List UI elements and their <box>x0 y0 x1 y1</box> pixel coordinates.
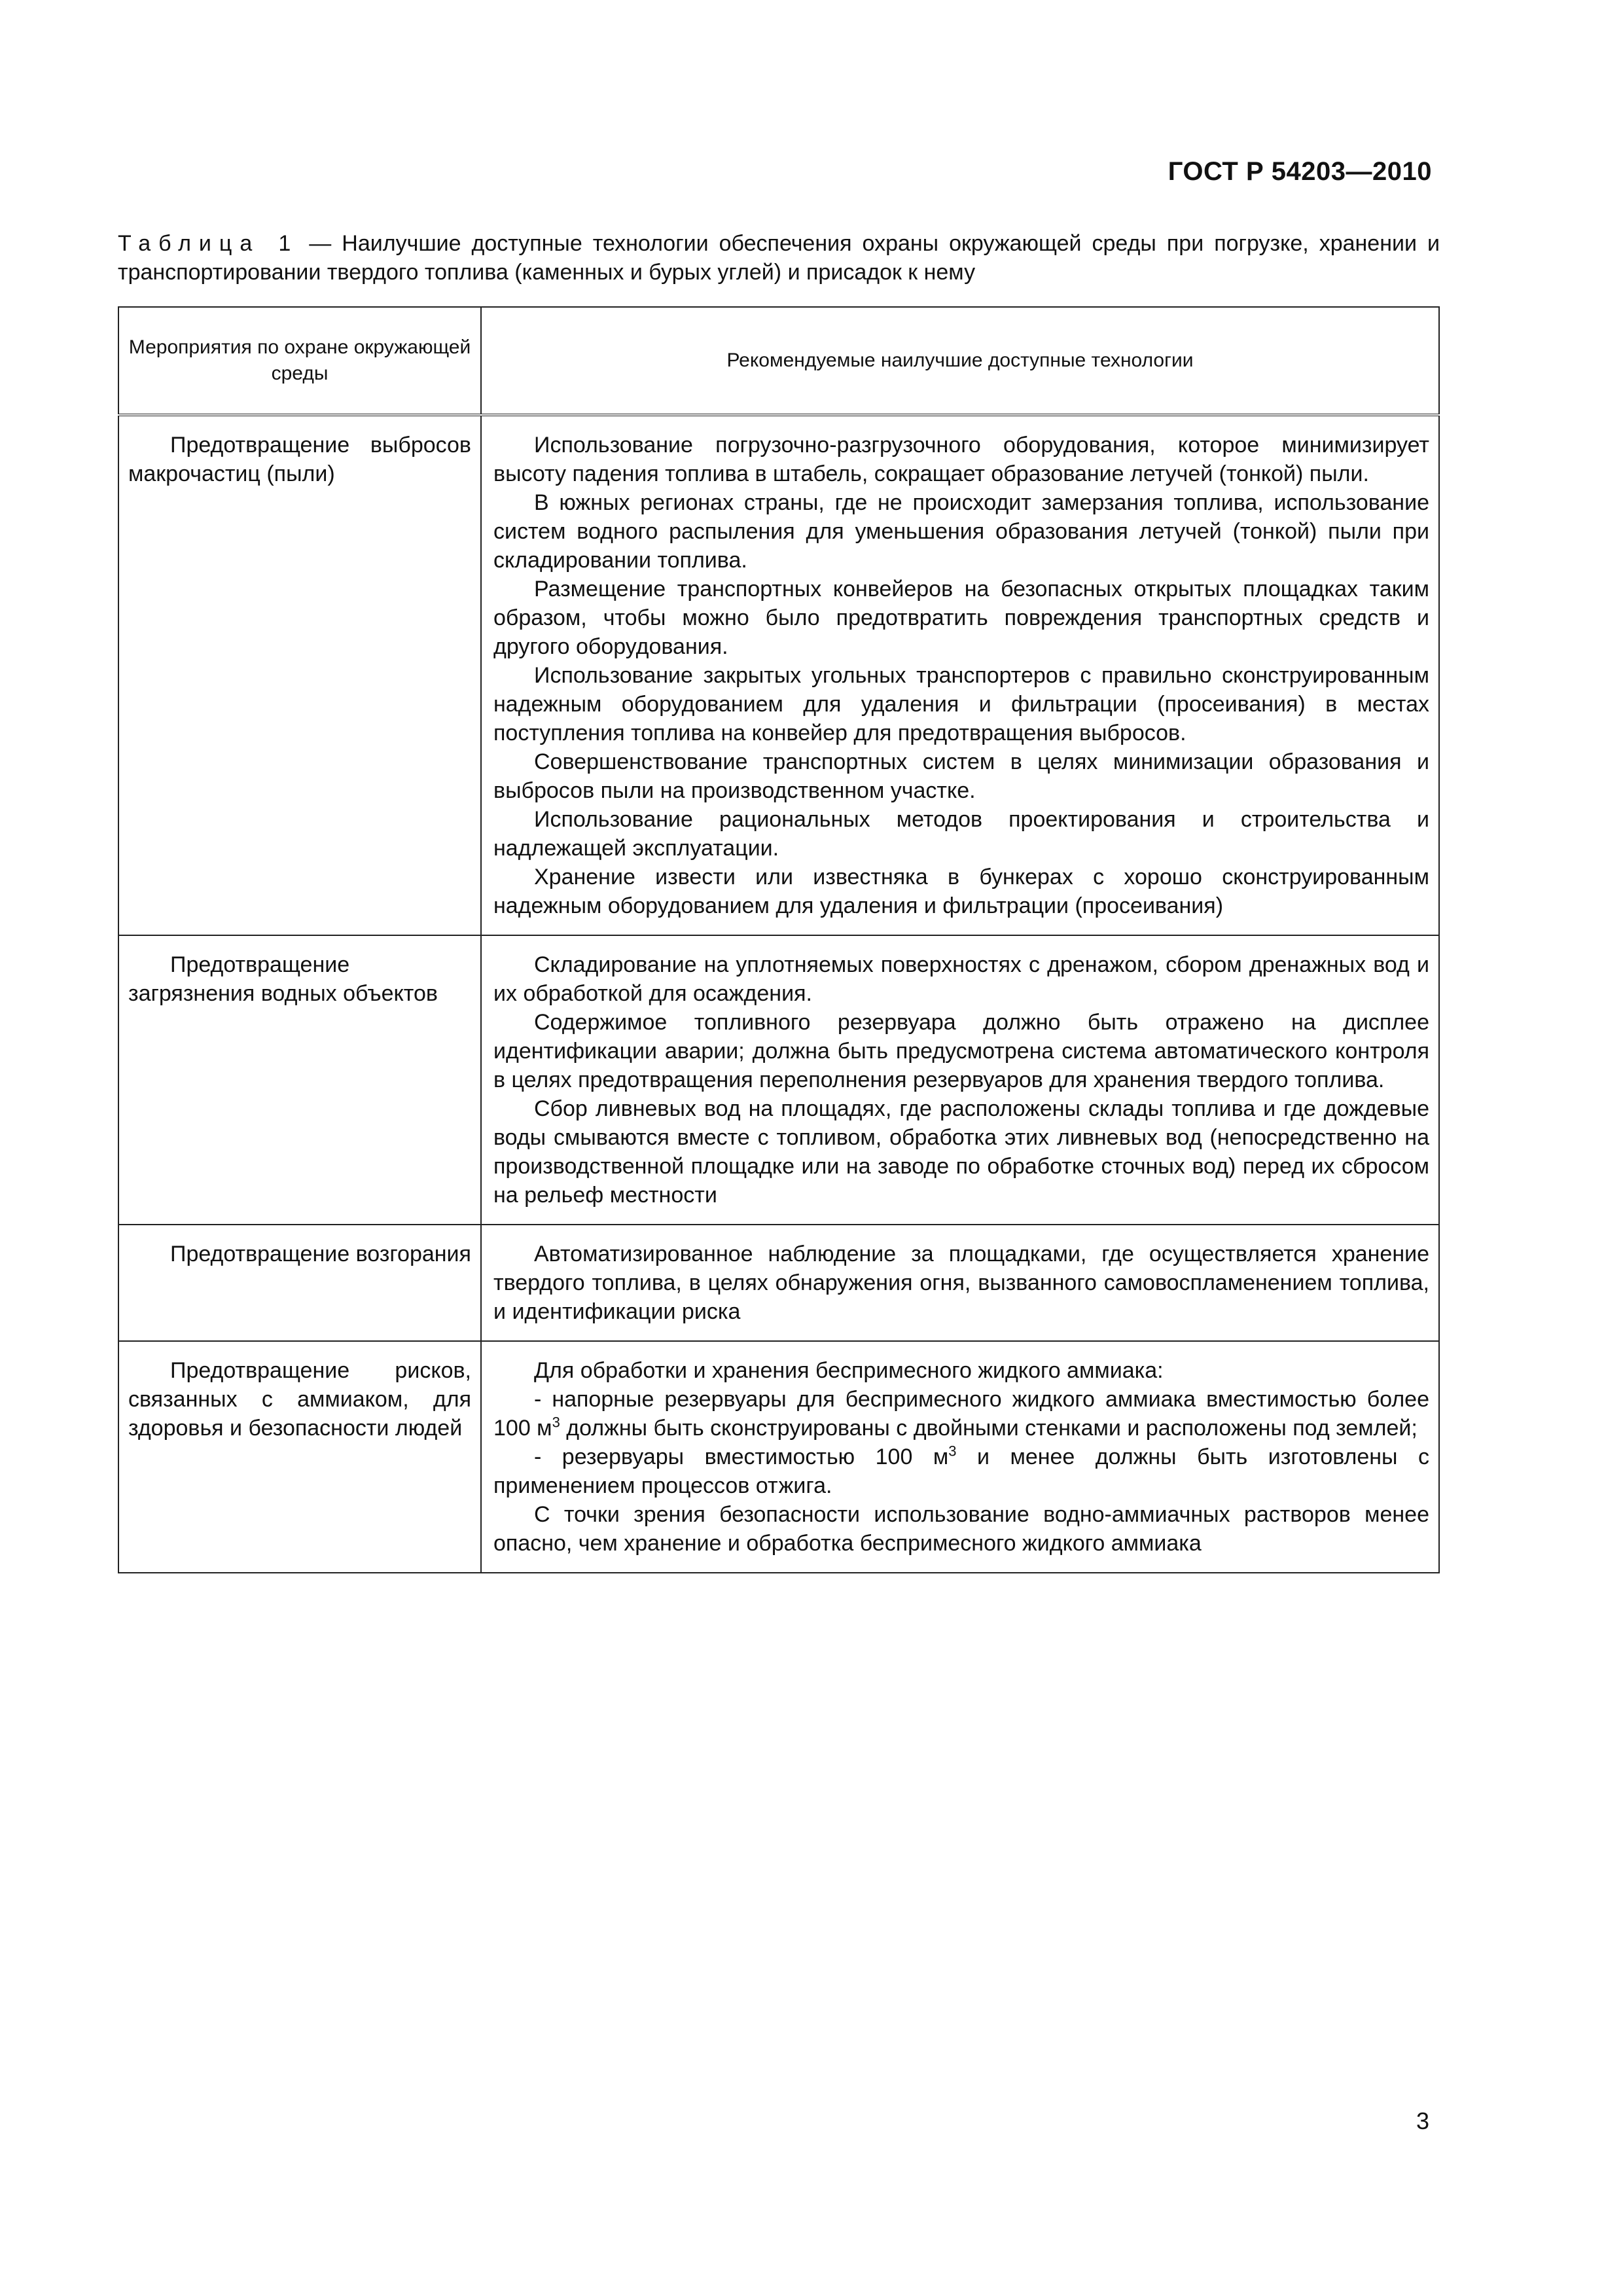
technology-paragraph: В южных регионах страны, где не происходит замерзания топлива, использование систем водного распыления для уменьшения образования летучей (тонкой) пыли при складировании топлива. <box>493 490 1429 573</box>
paragraph-text: и менее должны быть изготовлены с применением процессов отжига. <box>493 1444 1429 1498</box>
technology-paragraph: Содержимое топливного резервуара должно быть отражено на дисплее идентификации аварии; должна быть предусмотрена система автоматического контроля в целях предотвращения переполнения резервуаров для хранения твердого топлива. <box>493 1010 1429 1092</box>
paragraph-text: - резервуары вместимостью 100 м <box>534 1444 949 1469</box>
table-row <box>118 935 1439 1225</box>
technology-paragraph: Использование погрузочно-разгрузочного оборудования, которое минимизирует высоту падения топлива в штабель, сокращает образование летучей (тонкой) пыли. <box>493 433 1429 486</box>
technology-cell <box>481 1225 1439 1341</box>
table-row <box>118 415 1439 935</box>
technology-cell <box>481 935 1439 1225</box>
superscript: 3 <box>948 1443 957 1460</box>
table-caption-label: Таблица 1 <box>118 231 299 256</box>
table-header-row <box>118 307 1439 415</box>
technology-paragraph <box>493 1385 1429 1443</box>
technology-paragraph: Совершенствование транспортных систем в целях минимизации образования и выбросов пыли на производственном участке. <box>493 749 1429 803</box>
technology-paragraph: Сбор ливневых вод на площадях, где расположены склады топлива и где дождевые воды смываются вместе с топливом, обработка этих ливневых вод (непосредственно на производственной площадке или на заводе по обработке сточных вод) перед их сбросом на рельеф местности <box>493 1096 1429 1208</box>
technology-paragraph: Размещение транспортных конвейеров на безопасных открытых площадках таким образом, чтобы можно было предотвратить повреждения транспортных средств и другого оборудования. <box>493 577 1429 659</box>
paragraph-text: должны быть сконструированы с двойными стенками и расположены под землей; <box>560 1416 1418 1441</box>
bat-table <box>118 306 1440 1573</box>
technology-paragraph: С точки зрения безопасности использование водно-аммиачных растворов менее опасно, чем хранение и обработка беспримесного жидкого аммиака <box>493 1502 1429 1556</box>
technology-paragraph: Хранение извести или известняка в бункерах с хорошо сконструированным надежным оборудованием для удаления и фильтрации (просеивания) <box>493 865 1429 918</box>
technology-paragraph: Использование закрытых угольных транспортеров с правильно сконструированным надежным оборудованием для удаления и фильтрации (просеивания) в местах поступления топлива на конвейер для предотвращения выбросов. <box>493 663 1429 745</box>
technology-paragraph: Автоматизированное наблюдение за площадками, где осуществляется хранение твердого топлива, в целях обнаружения огня, вызванного самовоспламенением топлива, и идентификации риска <box>493 1242 1429 1324</box>
technology-paragraph: Для обработки и хранения беспримесного жидкого аммиака: <box>534 1358 1164 1383</box>
table-row <box>118 1341 1439 1573</box>
measure-cell: Предотвращение выбросов макрочастиц (пыли) <box>118 415 481 935</box>
table-row <box>118 1225 1439 1341</box>
column-header-measures: Мероприятия по охране окружающей среды <box>118 307 481 415</box>
measure-cell: Предотвращение рисков, связанных с аммиаком, для здоровья и безопасности людей <box>118 1341 481 1573</box>
technology-paragraph: Складирование на уплотняемых поверхностях с дренажом, сбором дренажных вод и их обработкой для осаждения. <box>493 952 1429 1006</box>
column-header-technologies: Рекомендуемые наилучшие доступные технологии <box>481 307 1439 415</box>
technology-cell <box>481 415 1439 935</box>
paragraph-text: - напорные резервуары для беспримесного жидкого аммиака вместимостью более 100 м <box>493 1387 1429 1441</box>
measure-cell: Предотвращение загрязнения водных объектов <box>118 935 481 1225</box>
technology-paragraph <box>493 1443 1429 1500</box>
technology-paragraph: Использование рациональных методов проектирования и строительства и надлежащей эксплуатации. <box>493 807 1429 861</box>
document-code: ГОСТ Р 54203—2010 <box>1168 157 1432 186</box>
technology-cell <box>481 1341 1439 1573</box>
page-number: 3 <box>1416 2108 1429 2134</box>
table-caption <box>118 229 1440 287</box>
measure-cell: Предотвращение возгорания <box>118 1225 481 1341</box>
superscript: 3 <box>552 1414 560 1431</box>
table-caption-text: — Наилучшие доступные технологии обеспечения охраны окружающей среды при погрузке, хранении и транспортировании твердого топлива (каменных и бурых углей) и присадок к нему <box>118 231 1440 285</box>
